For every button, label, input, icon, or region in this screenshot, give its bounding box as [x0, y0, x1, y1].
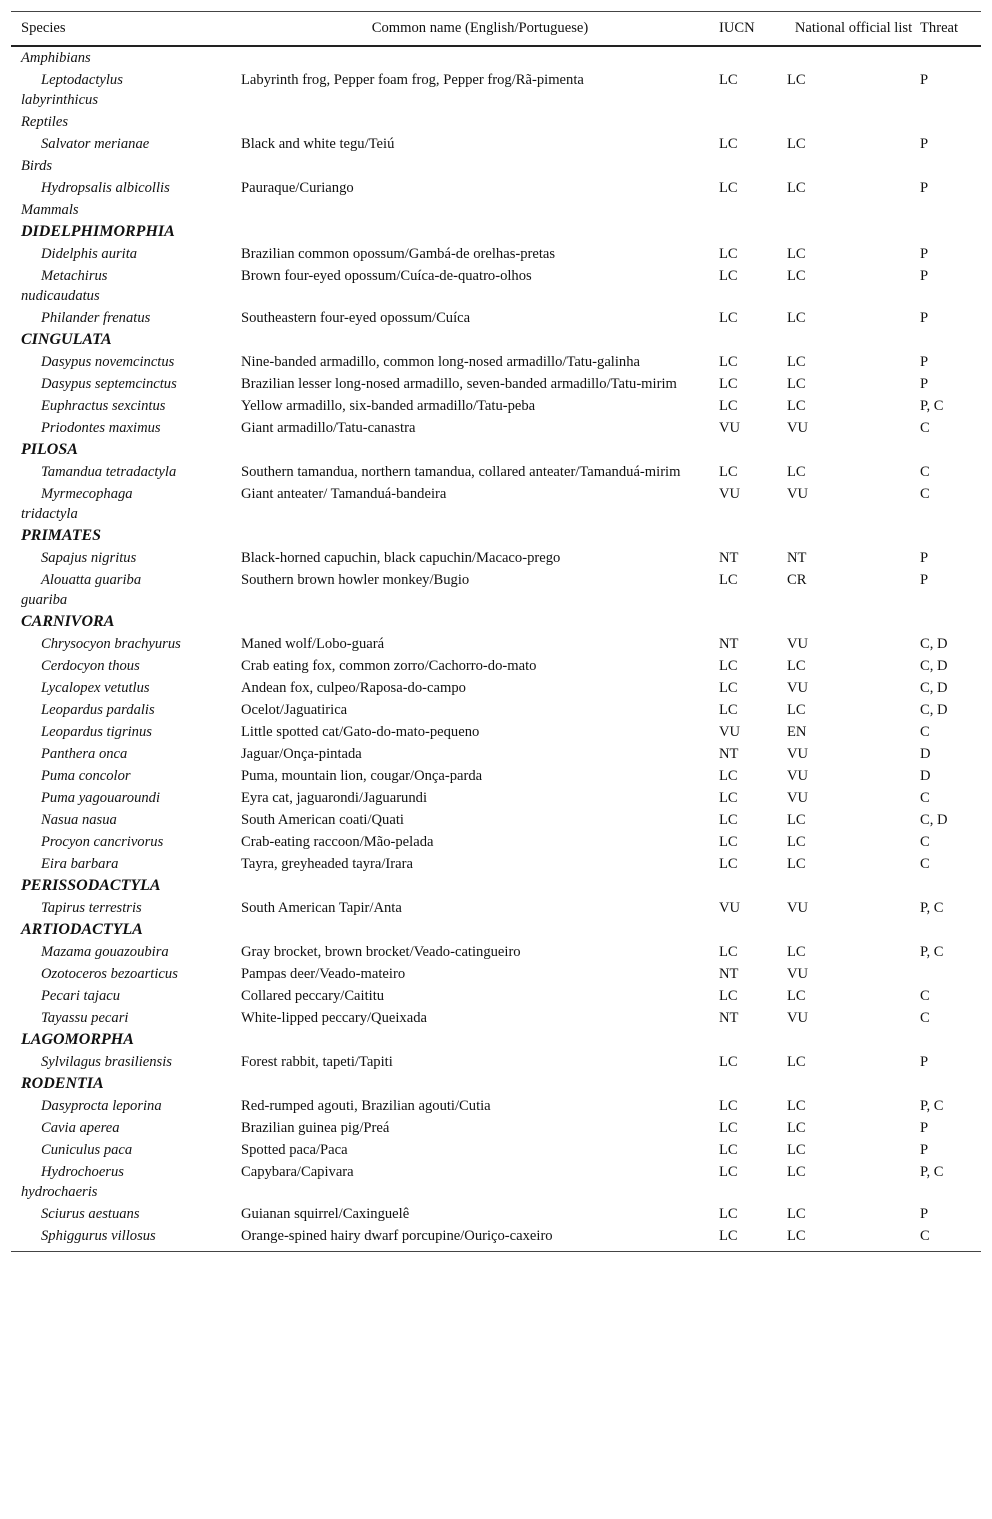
common-name-cell: Little spotted cat/Gato-do-mato-pequeno — [241, 724, 480, 740]
threat-cell: D — [920, 746, 931, 762]
threat-cell: P — [920, 1054, 929, 1070]
common-name-cell: Red-rumped agouti, Brazilian agouti/Cutia — [241, 1098, 491, 1114]
species-cell — [11, 1117, 241, 1139]
iucn-status-cell: NT — [719, 1010, 739, 1026]
species-name: Pecari tajacu — [41, 988, 121, 1004]
national-list-cell: VU — [787, 768, 809, 784]
table-row — [11, 133, 981, 155]
iucn-status-cell: VU — [719, 486, 741, 502]
threat-cell: P — [920, 1142, 929, 1158]
taxon-order-row — [11, 329, 981, 351]
threat-cell: C — [920, 724, 930, 740]
taxon-group-label: Mammals — [21, 202, 79, 218]
species-name: Euphractus sexcintus — [41, 398, 166, 414]
threat-cell: C, D — [920, 636, 948, 652]
species-name-continued: labyrinthicus — [21, 92, 99, 108]
iucn-status-cell: LC — [719, 1164, 738, 1180]
species-cell — [11, 809, 241, 831]
species-name: Leopardus pardalis — [41, 702, 155, 718]
national-list-cell: VU — [787, 900, 809, 916]
national-list-cell: LC — [787, 702, 806, 718]
table-row — [11, 461, 981, 483]
species-name: Priodontes maximus — [41, 420, 161, 436]
taxon-order-row — [11, 221, 981, 243]
species-table — [11, 11, 981, 1252]
threat-cell: C — [920, 834, 930, 850]
table-row — [11, 1117, 981, 1139]
taxon-order-label: ARTIODACTYLA — [21, 921, 143, 938]
table-row — [11, 721, 981, 743]
national-list-cell: LC — [787, 1142, 806, 1158]
taxon-order-label: DIDELPHIMORPHIA — [21, 223, 175, 240]
national-list-cell: VU — [787, 1010, 809, 1026]
species-name: Hydrochoerus — [41, 1164, 124, 1180]
species-name: Dasyprocta leporina — [41, 1098, 162, 1114]
species-cell — [11, 1203, 241, 1225]
iucn-status-cell: LC — [719, 790, 738, 806]
table-row — [11, 69, 981, 111]
iucn-status-cell: LC — [719, 658, 738, 674]
common-name-cell: Brazilian common opossum/Gambá-de orelhas-pretas — [241, 246, 556, 262]
species-name: Sapajus nigritus — [41, 550, 137, 566]
taxon-group-row — [11, 111, 981, 133]
iucn-status-cell: LC — [719, 1142, 738, 1158]
table-row — [11, 831, 981, 853]
species-name: Cuniculus paca — [41, 1142, 133, 1158]
table-row — [11, 177, 981, 199]
common-name-cell: South American Tapir/Anta — [241, 900, 402, 916]
taxon-order-label: RODENTIA — [21, 1075, 104, 1092]
taxon-order-row — [11, 439, 981, 461]
iucn-status-cell: LC — [719, 180, 738, 196]
species-name: Cerdocyon thous — [41, 658, 140, 674]
taxon-order-label: CARNIVORA — [21, 613, 115, 630]
iucn-status-cell: LC — [719, 834, 738, 850]
taxon-order-label: PILOSA — [21, 441, 78, 458]
threat-cell: P, C — [920, 1098, 944, 1114]
table-row — [11, 373, 981, 395]
taxon-group-row — [11, 155, 981, 177]
common-name-cell: Giant anteater/ Tamanduá-bandeira — [241, 486, 447, 502]
taxon-order-label: PERISSODACTYLA — [21, 877, 161, 894]
species-cell — [11, 1095, 241, 1117]
common-name-cell: Ocelot/Jaguatirica — [241, 702, 348, 718]
table-row — [11, 1139, 981, 1161]
species-name: Chrysocyon brachyurus — [41, 636, 181, 652]
national-list-cell: LC — [787, 856, 806, 872]
national-list-cell: VU — [787, 790, 809, 806]
table-row — [11, 765, 981, 787]
species-name: Sphiggurus villosus — [41, 1228, 156, 1244]
common-name-cell: Southern tamandua, northern tamandua, collared anteater/Tamanduá-mirim — [241, 464, 681, 480]
species-name: Alouatta guariba — [41, 572, 142, 588]
table-row — [11, 483, 981, 525]
iucn-status-cell: LC — [719, 1206, 738, 1222]
common-name-cell: Yellow armadillo, six-banded armadillo/Tatu-peba — [241, 398, 536, 414]
common-name-cell: Maned wolf/Lobo-guará — [241, 636, 385, 652]
iucn-status-cell: LC — [719, 1098, 738, 1114]
table-row — [11, 265, 981, 307]
threat-cell: C — [920, 1010, 930, 1026]
national-list-cell: LC — [787, 1206, 806, 1222]
species-name: Tamandua tetradactyla — [41, 464, 177, 480]
common-name-cell: Gray brocket, brown brocket/Veado-catingueiro — [241, 944, 521, 960]
iucn-status-cell: LC — [719, 988, 738, 1004]
taxon-order-row — [11, 1029, 981, 1051]
threat-cell: P, C — [920, 398, 944, 414]
common-name-cell: White-lipped peccary/Queixada — [241, 1010, 427, 1026]
table-row — [11, 1225, 981, 1252]
common-name-cell: Brazilian lesser long-nosed armadillo, seven-banded armadillo/Tatu-mirim — [241, 376, 677, 392]
species-cell — [11, 699, 241, 721]
iucn-status-cell: NT — [719, 636, 739, 652]
species-name: Philander frenatus — [41, 310, 151, 326]
common-name-cell: Collared peccary/Caititu — [241, 988, 385, 1004]
species-name: Panthera onca — [41, 746, 128, 762]
table-row — [11, 743, 981, 765]
species-cell — [11, 307, 241, 329]
species-cell — [11, 351, 241, 373]
national-list-cell: LC — [787, 812, 806, 828]
common-name-cell: Giant armadillo/Tatu-canastra — [241, 420, 416, 436]
iucn-status-cell: VU — [719, 420, 741, 436]
common-name-cell: Capybara/Capivara — [241, 1164, 354, 1180]
common-name-cell: Pauraque/Curiango — [241, 180, 354, 196]
species-name: Puma concolor — [41, 768, 131, 784]
common-name-cell: Black-horned capuchin, black capuchin/Macaco-prego — [241, 550, 561, 566]
species-cell — [11, 765, 241, 787]
threat-cell: P — [920, 376, 929, 392]
common-name-cell: Pampas deer/Veado-mateiro — [241, 966, 406, 982]
species-cell — [11, 633, 241, 655]
threat-cell: P — [920, 180, 929, 196]
iucn-status-cell: LC — [719, 1225, 787, 1252]
species-name: Didelphis aurita — [41, 246, 138, 262]
national-list-cell: LC — [787, 1164, 806, 1180]
national-list-cell: LC — [787, 464, 806, 480]
species-cell — [11, 655, 241, 677]
common-name-cell: Brown four-eyed opossum/Cuíca-de-quatro-olhos — [241, 268, 532, 284]
threat-cell: P, C — [920, 900, 944, 916]
iucn-status-cell: LC — [719, 268, 738, 284]
threat-cell: P — [920, 72, 929, 88]
iucn-status-cell: LC — [719, 812, 738, 828]
iucn-status-cell: LC — [719, 768, 738, 784]
iucn-status-cell: LC — [719, 464, 738, 480]
common-name-cell: Labyrinth frog, Pepper foam frog, Pepper frog/Rã-pimenta — [241, 72, 584, 88]
common-name-cell: South American coati/Quati — [241, 812, 404, 828]
species-cell — [11, 569, 241, 611]
species-cell — [11, 483, 241, 525]
table-row — [11, 809, 981, 831]
species-name: Puma yagouaroundi — [41, 790, 161, 806]
iucn-status-cell: LC — [719, 354, 738, 370]
common-name-cell: Guianan squirrel/Caxinguelê — [241, 1206, 410, 1222]
threat-cell: C — [920, 464, 930, 480]
national-list-cell: VU — [787, 636, 809, 652]
header-species: Species — [11, 12, 241, 47]
national-list-cell: LC — [787, 834, 806, 850]
iucn-status-cell: LC — [719, 136, 738, 152]
species-name: Mazama gouazoubira — [41, 944, 169, 960]
taxon-group-row — [11, 46, 981, 69]
species-cell — [11, 721, 241, 743]
header-national-list: National official list — [787, 12, 920, 47]
species-name: Tayassu pecari — [41, 1010, 129, 1026]
species-name: Dasypus septemcinctus — [41, 376, 177, 392]
species-name: Hydropsalis albicollis — [41, 180, 170, 196]
taxon-order-row — [11, 875, 981, 897]
table-row — [11, 655, 981, 677]
table-row — [11, 417, 981, 439]
national-list-cell: LC — [787, 246, 806, 262]
iucn-status-cell: LC — [719, 944, 738, 960]
common-name-cell: Brazilian guinea pig/Preá — [241, 1120, 390, 1136]
species-name: Procyon cancrivorus — [41, 834, 164, 850]
table-row — [11, 897, 981, 919]
threat-cell: P — [920, 246, 929, 262]
national-list-cell: LC — [787, 1120, 806, 1136]
table-row — [11, 395, 981, 417]
table-row — [11, 963, 981, 985]
species-cell — [11, 1161, 241, 1203]
national-list-cell: LC — [787, 944, 806, 960]
iucn-status-cell: LC — [719, 246, 738, 262]
table-row — [11, 985, 981, 1007]
taxon-order-row — [11, 525, 981, 547]
table-row — [11, 1007, 981, 1029]
species-name: Dasypus novemcinctus — [41, 354, 175, 370]
species-cell — [11, 373, 241, 395]
threat-cell: P, C — [920, 944, 944, 960]
table-row — [11, 1095, 981, 1117]
iucn-status-cell: LC — [719, 1120, 738, 1136]
threat-cell: C, D — [920, 680, 948, 696]
species-cell — [11, 177, 241, 199]
header-common-name: Common name (English/Portuguese) — [241, 12, 719, 47]
species-cell — [11, 417, 241, 439]
table-row — [11, 1203, 981, 1225]
common-name-cell: Jaguar/Onça-pintada — [241, 746, 362, 762]
species-name: Nasua nasua — [41, 812, 117, 828]
common-name-cell: Andean fox, culpeo/Raposa-do-campo — [241, 680, 466, 696]
table-row — [11, 243, 981, 265]
national-list-cell: EN — [787, 724, 807, 740]
species-cell — [11, 243, 241, 265]
threat-cell: C, D — [920, 658, 948, 674]
iucn-status-cell: LC — [719, 1054, 738, 1070]
taxon-group-label: Birds — [21, 158, 53, 174]
header-row — [11, 12, 981, 47]
threat-cell: C — [920, 420, 930, 436]
threat-cell: C, D — [920, 812, 948, 828]
common-name-cell: Orange-spined hairy dwarf porcupine/Ouriço-caxeiro — [241, 1225, 719, 1252]
species-cell — [11, 853, 241, 875]
threat-cell: P — [920, 268, 929, 284]
threat-cell: P — [920, 354, 929, 370]
species-cell — [11, 677, 241, 699]
table-row — [11, 941, 981, 963]
national-list-cell: CR — [787, 572, 807, 588]
threat-cell: C — [920, 486, 930, 502]
common-name-cell: Tayra, greyheaded tayra/Irara — [241, 856, 413, 872]
species-cell — [11, 787, 241, 809]
threat-cell: P — [920, 572, 929, 588]
common-name-cell: Crab-eating raccoon/Mão-pelada — [241, 834, 434, 850]
threat-cell: C — [920, 790, 930, 806]
threat-cell: P, C — [920, 1164, 944, 1180]
species-name: Tapirus terrestris — [41, 900, 142, 916]
national-list-cell: LC — [787, 398, 806, 414]
taxon-group-label: Amphibians — [21, 50, 91, 66]
taxon-order-label: LAGOMORPHA — [21, 1031, 134, 1048]
table-row — [11, 699, 981, 721]
iucn-status-cell: VU — [719, 724, 741, 740]
national-list-cell: LC — [787, 268, 806, 284]
national-list-cell: LC — [787, 376, 806, 392]
iucn-status-cell: LC — [719, 398, 738, 414]
threat-cell: P — [920, 550, 929, 566]
species-name-continued: guariba — [21, 592, 68, 608]
common-name-cell: Nine-banded armadillo, common long-nosed armadillo/Tatu-galinha — [241, 354, 640, 370]
table-row — [11, 633, 981, 655]
national-list-cell: NT — [787, 550, 807, 566]
taxon-order-row — [11, 919, 981, 941]
national-list-cell: VU — [787, 966, 809, 982]
species-name: Salvator merianae — [41, 136, 150, 152]
national-list-cell: VU — [787, 420, 809, 436]
national-list-cell: LC — [787, 310, 806, 326]
species-name: Leptodactylus — [41, 72, 123, 88]
species-cell — [11, 985, 241, 1007]
national-list-cell: LC — [787, 1098, 806, 1114]
header-iucn: IUCN — [719, 12, 787, 47]
common-name-cell: Black and white tegu/Teiú — [241, 136, 395, 152]
threat-cell: P — [920, 136, 929, 152]
common-name-cell: Forest rabbit, tapeti/Tapiti — [241, 1054, 393, 1070]
species-cell — [11, 133, 241, 155]
species-cell — [11, 69, 241, 111]
iucn-status-cell: VU — [719, 900, 741, 916]
common-name-cell: Southern brown howler monkey/Bugio — [241, 572, 470, 588]
table-row — [11, 547, 981, 569]
threat-cell: P — [920, 1206, 929, 1222]
common-name-cell: Spotted paca/Paca — [241, 1142, 348, 1158]
species-cell — [11, 1225, 241, 1252]
national-list-cell: LC — [787, 988, 806, 1004]
iucn-status-cell: LC — [719, 680, 738, 696]
species-cell — [11, 1051, 241, 1073]
threat-cell: P — [920, 1120, 929, 1136]
species-cell — [11, 461, 241, 483]
species-cell — [11, 831, 241, 853]
national-list-cell: LC — [787, 180, 806, 196]
threat-cell: C — [920, 1225, 981, 1252]
species-name: Leopardus tigrinus — [41, 724, 152, 740]
species-name: Metachirus — [41, 268, 108, 284]
species-name-continued: tridactyla — [21, 506, 78, 522]
national-list-cell: VU — [787, 680, 809, 696]
species-cell — [11, 941, 241, 963]
national-list-cell: LC — [787, 354, 806, 370]
species-cell — [11, 265, 241, 307]
table-row — [11, 307, 981, 329]
table-header — [11, 12, 981, 47]
species-cell — [11, 963, 241, 985]
species-name: Sciurus aestuans — [41, 1206, 140, 1222]
national-list-cell: VU — [787, 486, 809, 502]
table-row — [11, 853, 981, 875]
species-cell — [11, 897, 241, 919]
common-name-cell: Puma, mountain lion, cougar/Onça-parda — [241, 768, 483, 784]
iucn-status-cell: LC — [719, 376, 738, 392]
taxon-group-label: Reptiles — [21, 114, 69, 130]
table-row — [11, 569, 981, 611]
taxon-order-label: CINGULATA — [21, 331, 112, 348]
species-name: Cavia aperea — [41, 1120, 120, 1136]
taxon-order-row — [11, 611, 981, 633]
table-body — [11, 46, 981, 1252]
header-threat: Threat — [920, 12, 981, 47]
iucn-status-cell: LC — [719, 702, 738, 718]
species-name: Myrmecophaga — [41, 486, 133, 502]
threat-cell: C, D — [920, 702, 948, 718]
common-name-cell: Eyra cat, jaguarondi/Jaguarundi — [241, 790, 427, 806]
table-row — [11, 351, 981, 373]
iucn-status-cell: NT — [719, 550, 739, 566]
iucn-status-cell: LC — [719, 572, 738, 588]
table-row — [11, 1161, 981, 1203]
threat-cell — [920, 963, 981, 985]
iucn-status-cell: NT — [719, 966, 739, 982]
threat-cell: D — [920, 768, 931, 784]
threat-cell: P — [920, 310, 929, 326]
national-list-cell: LC — [787, 136, 806, 152]
threat-cell: C — [920, 856, 930, 872]
national-list-cell: LC — [787, 1225, 920, 1252]
species-name: Ozotoceros bezoarticus — [41, 966, 178, 982]
taxon-group-row — [11, 199, 981, 221]
taxon-order-row — [11, 1073, 981, 1095]
national-list-cell: VU — [787, 746, 809, 762]
common-name-cell: Southeastern four-eyed opossum/Cuíca — [241, 310, 471, 326]
taxon-order-label: PRIMATES — [21, 527, 102, 544]
table-row — [11, 1051, 981, 1073]
national-list-cell: LC — [787, 658, 806, 674]
common-name-cell: Crab eating fox, common zorro/Cachorro-do-mato — [241, 658, 537, 674]
iucn-status-cell: LC — [719, 310, 738, 326]
national-list-cell: LC — [787, 72, 806, 88]
species-name: Sylvilagus brasiliensis — [41, 1054, 172, 1070]
iucn-status-cell: LC — [719, 72, 738, 88]
threat-cell: C — [920, 988, 930, 1004]
species-cell — [11, 1139, 241, 1161]
iucn-status-cell: LC — [719, 856, 738, 872]
species-name-continued: hydrochaeris — [21, 1184, 98, 1200]
species-name: Eira barbara — [41, 856, 119, 872]
table-row — [11, 677, 981, 699]
species-name-continued: nudicaudatus — [21, 288, 100, 304]
table-row — [11, 787, 981, 809]
species-cell — [11, 547, 241, 569]
species-name: Lycalopex vetutlus — [41, 680, 150, 696]
species-cell — [11, 1007, 241, 1029]
species-cell — [11, 395, 241, 417]
species-cell — [11, 743, 241, 765]
national-list-cell: LC — [787, 1054, 806, 1070]
iucn-status-cell: NT — [719, 746, 739, 762]
